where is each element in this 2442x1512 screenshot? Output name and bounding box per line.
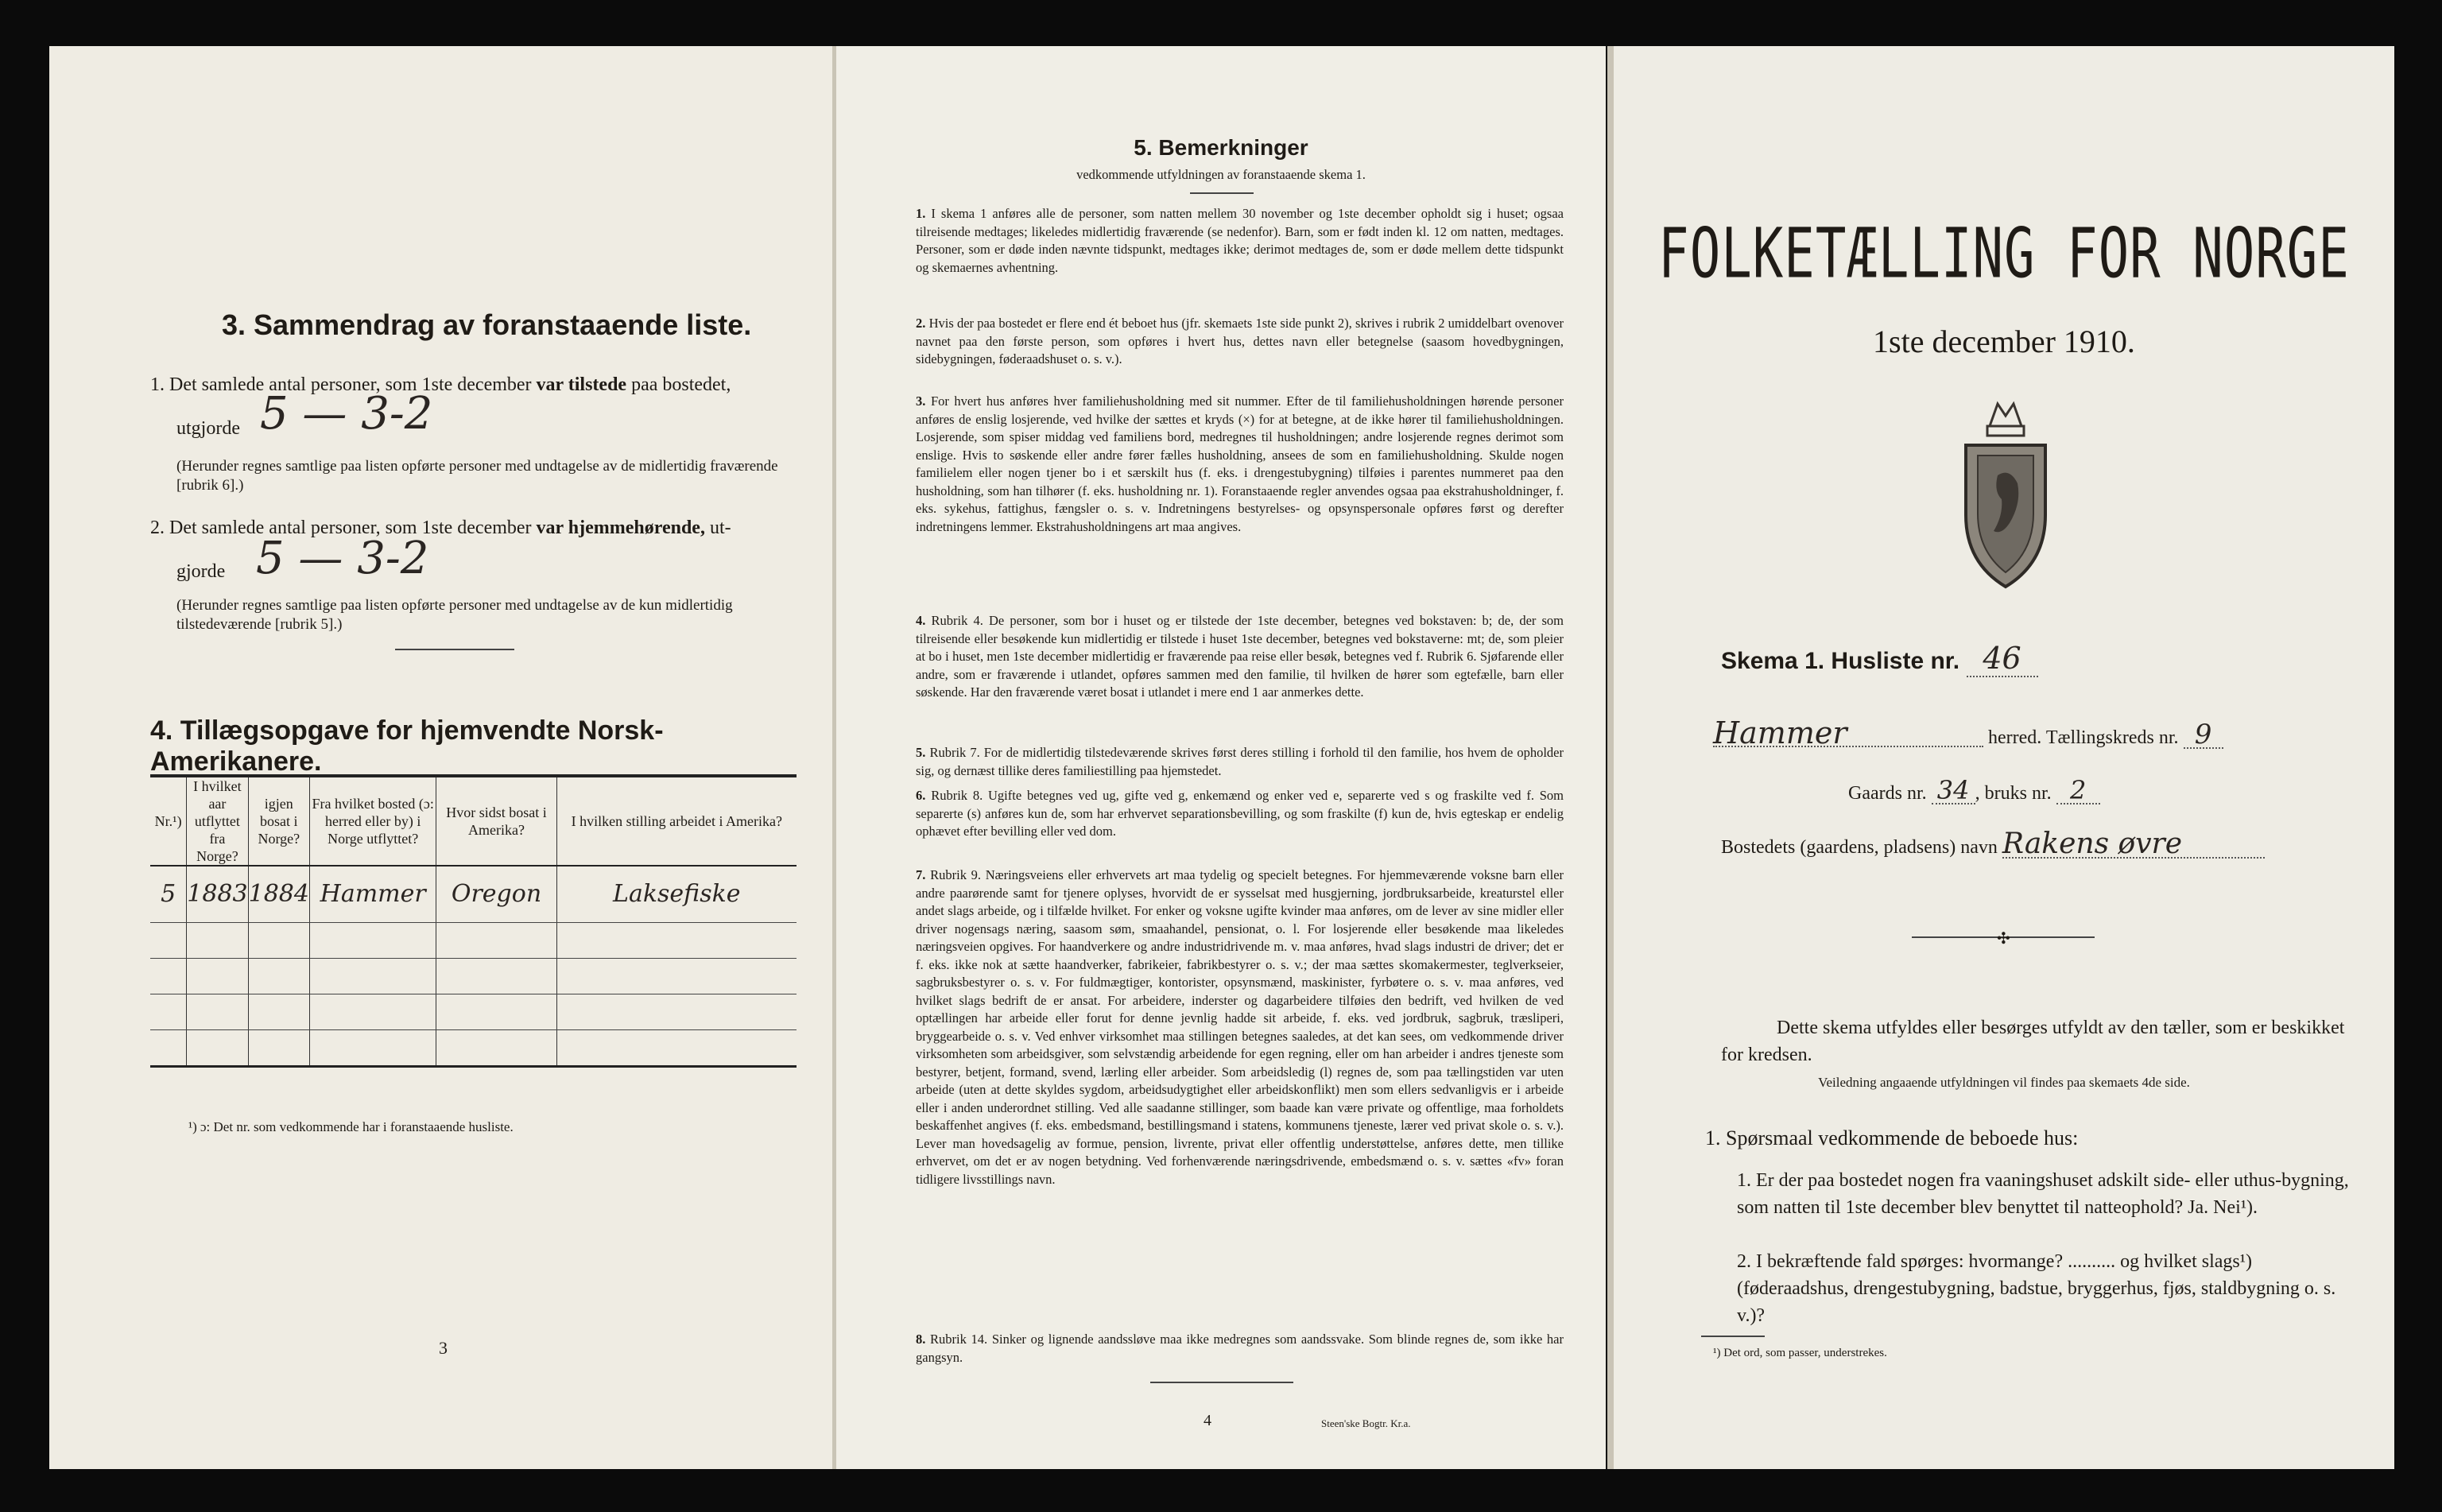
table-cell: Oregon — [436, 866, 556, 923]
item-1-emphasis: var tilstede — [536, 374, 627, 395]
item-2-gjorde-label: gjorde — [176, 561, 226, 582]
header-nr: Nr.¹) — [150, 776, 187, 866]
item-2-number: 2. — [150, 518, 165, 538]
remarks-title: 5. Bemerkninger — [1134, 135, 1308, 160]
table-footnote: ¹) ɔ: Det nr. som vedkommende har i foranstaaende husliste. — [188, 1119, 514, 1134]
summary-item-1 — [150, 372, 802, 397]
header-bosted: Fra hvilket bosted (ɔ: herred eller by) i Norge utflyttet? — [309, 776, 436, 866]
printer-mark: Steen'ske Bogtr. Kr.a. — [1321, 1417, 1411, 1429]
table-row — [150, 923, 797, 959]
table-cell: Laksefiske — [556, 866, 797, 923]
item-2-text: Det samlede antal personer, som 1ste december — [169, 518, 532, 538]
item-2-emphasis: var hjemmehørende, — [536, 518, 705, 538]
remark-6: 6. Rubrik 8. Ugifte betegnes ved ug, gifte ved g, enkemænd og enker ved e, separerte ved s og fraskilte ved f. Som separerte (s) anføres kun de, som har erhvervet separationsbevilling, og som fraskilte (f) kun de, hvis egteskap er endelig ophævet efter bevilling eller ved dom. — [916, 788, 1564, 839]
header-amerika: Hvor sidst bosat i Amerika? — [436, 776, 556, 866]
bruks-nr-field: 2 — [2056, 777, 2100, 804]
bosted-field: Rakens øvre — [2002, 832, 2265, 859]
norsk-amerikanere-table — [150, 774, 797, 1068]
remark-3: 3. For hvert hus anføres hver familiehusholdning med sit nummer. Efter de til familiehusholdningen hørende personer anføres de enslig losjerende, ved hvilke der sættes et kryds (×) for at betegne, at de ikke hører til familiehusholdningen. Losjerende, som spiser middag ved familiens bord, medregnes til husholdningen; andre losjerende regnes derimot som enslige. Hvis to søskende eller andre fører fælles husholdning, ansees de som en familiehusholdning. Skulde nogen familielem eller nogen tjener bo i et særskilt hus (f. eks. i drengestubygning) tilføies i parentes nummeret paa den husholdning, som han tilhører (f. eks. husholdning nr. 1). Foranstaaende regler anvendes ogsaa paa ekstrahusholdninger, f. eks. sykehus, fattighus, fængsler o. s. v. Indretningens bestyrelses- og opsynspersonale opføres først og derefter indretningens lemmer. Ekstrahusholdningens art maa angives. — [916, 394, 1564, 534]
remark-2: 2. Hvis der paa bostedet er flere end ét beboet hus (jfr. skemaets 1ste side punkt 2), skrives i rubrik 2 umiddelbart ovenover navnet paa den første person, som opføres i hvert hus, dettes navn eller betegnelse (saasom hovedbygningen, sidebygningen, føderaadshuset o. s. v.). — [916, 316, 1564, 366]
table-row — [150, 959, 797, 994]
remark-1: 1. I skema 1 anføres alle de personer, som natten mellem 30 november og 1ste december opholdt sig i huset; ogsaa tilreisende medtages; likeledes midlertidig fraværende (se nedenfor). Barn, som er født inden kl. 12 om natten, medtages. Personer, som er døde inden nævnte tidspunkt, medtages ikke; derimot medtages de, som er døde mellem dette tidspunkt og skemaernes avhentning. — [916, 206, 1564, 275]
table-row — [150, 994, 797, 1030]
item-2-value: 5 — 3-2 — [256, 533, 429, 584]
divider — [1701, 1336, 1765, 1337]
census-date: 1ste december 1910. — [1873, 324, 2135, 359]
table-cell: 5 — [150, 866, 187, 923]
item-2-text-end: ut- — [709, 518, 731, 538]
divider — [1150, 1382, 1293, 1383]
page-number: 3 — [439, 1338, 448, 1358]
item-2-note: (Herunder regnes samtlige paa listen opførte personer med undtagelse av de kun midlertidig tilstedeværende [rubrik 5].) — [176, 597, 733, 633]
table-row — [150, 866, 797, 923]
page-number: 4 — [1204, 1412, 1211, 1429]
section-4-title: 4. Tillægsopgave for hjemvendte Norsk-Amerikanere. — [150, 715, 664, 777]
item-1-note: (Herunder regnes samtlige paa listen opførte personer med undtagelse av de midlertidig fraværende [rubrik 6].) — [176, 458, 778, 494]
table-row — [150, 1030, 797, 1067]
header-utflyttet: I hvilket aar utflyttet fra Norge? — [187, 776, 248, 866]
veiledning-text: Veiledning angaaende utfyldningen vil findes paa skemaets 4de side. — [1818, 1075, 2190, 1090]
question-1: 1. Er der paa bostedet nogen fra vaaningshuset adskilt side- eller uthus-bygning, som natten til 1ste december blev benyttet til natteophold? Ja. Nei¹). — [1737, 1170, 2349, 1218]
page-4 — [836, 46, 1606, 1469]
herred-field: Hammer — [1713, 720, 1983, 747]
item-1-utgjorde-label: utgjorde — [176, 418, 240, 439]
husliste-nr-field: 46 — [1967, 641, 2038, 677]
page-1-footnote: ¹) Det ord, som passer, understrekes. — [1713, 1347, 1887, 1359]
questions-heading: 1. Spørsmaal vedkommende de beboede hus: — [1705, 1126, 2079, 1150]
remark-7: 7. Rubrik 9. Næringsveiens eller erhvervets art maa tydelig og specielt betegnes. For hjemmeværende voksne barn eller andre paarørende samt for tjenere oplyses, hvorvidt de er sysselsat med husgjerning, jordbruksarbeide, kreaturstel eller andet slags arbeide, og i tilfælde hvilket. For enker og voksne ugifte kvinder maa anføres, om de lever av sine midler eller driver nogensags næring, saasom søm, smaahandel, pensionat, o. l. For losjerende eller besøkende maa likeledes næringsveien opgives. For haandverkere og andre industridrivende m. v. maa anføres, hvad slags industri de driver; det er f. eks. ikke nok at sætte haandverker, fabrikeier, fabrikbestyrer o. s. v.; der maa sættes skomakermester, teglverkseier, sagbruksbestyrer o. s. v. For fuldmægtiger, kontorister, opsynsmænd, maskinister, fyrbøtere o. s. v. maa anføres, ved hvilket slags bedrift de er ansat. For arbeidere, inderster og dagarbeidere tilføies den bedrift, ved hvilken de ved optællingen har arbeide eller forut for denne jevnlig hadde sit arbeide, f. eks. ved jordbruk, sagbruk, træsliperi, bryggearbeide o. s. v. Ved enhver virksomhet maa stillingen betegnes saaledes, at det kan sees, om vedkommende driver virksomheten som arbeidsgiver, som selvstændig arbeidende for egen regning, eller om han arbeider i andres tjeneste som bestyrer, betjent, formand, svend, lærling eller arbeider. Som arbeidsledig (l) regnes de, som paa tællingstiden var uten arbeide (uten at dette skyldes sygdom, arbeidsudygtighet eller arbeidskonflikt) men som ellers sedvanligvis er i arbeide eller i anden underordnet stilling. Ved alle saadanne stillinger, som baade kan være private og offentlige, maa forholdets beskaffenhet angives (f. eks. embedsmand, bestillingsmand i statens, kommunens tjeneste, lærer ved privat skole o. s. v.). Lever man hovedsagelig av formue, pension, livrente, privat eller offentlig understøttelse, anføres dette, men tillike erhvervet, om det er av nogen betydning. Ved forhenværende næringsdrivende, embedsmænd o. s. v. sættes «fv» foran tidligere livsstillings navn. — [916, 867, 1564, 1187]
item-1-number: 1. — [150, 374, 165, 395]
herred-line: Hammer herred. Tællingskreds nr. 9 — [1713, 720, 2373, 750]
divider — [395, 649, 514, 650]
norway-coat-of-arms-icon — [1954, 396, 2057, 599]
intro-text: Dette skema utfyldes eller besørges utfyldt av den tæller, som er beskikket for kredsen. — [1721, 1018, 2345, 1065]
table-cell: 1883 — [187, 866, 248, 923]
gaards-nr-field: 34 — [1932, 777, 1975, 804]
gaards-line: Gaards nr. 34 , bruks nr. 2 — [1848, 777, 2100, 806]
remarks-subtitle: vedkommende utfyldningen av foranstaaende skema 1. — [1076, 167, 1366, 182]
remark-5: 5. Rubrik 7. For de midlertidig tilstedeværende skrives først deres stilling i forhold til den familie, hos hvem de opholder sig, og dernæst tillike deres familiestilling paa hjemstedet. — [916, 745, 1564, 778]
item-1-text-end: paa bostedet, — [631, 374, 731, 395]
page-3 — [49, 46, 832, 1469]
question-2: 2. I bekræftende fald spørges: hvormange? .......... og hvilket slags¹) (føderaadshus, drengestubygning, badstue, bryggerhus, fjøs, staldbygning o. s. v.)? — [1737, 1251, 2336, 1326]
table-cell: Hammer — [309, 866, 436, 923]
table-cell: 1884 — [248, 866, 309, 923]
census-title: FOLKETÆLLING FOR NORGE — [1658, 215, 2350, 294]
item-1-value: 5 — 3-2 — [260, 388, 433, 440]
header-igjen: igjen bosat i Norge? — [248, 776, 309, 866]
remark-8: 8. Rubrik 14. Sinker og lignende aandssløve maa ikke medregnes som aandssvake. Som blinde regnes de, som ikke har gangsyn. — [916, 1332, 1564, 1365]
remark-4: 4. Rubrik 4. De personer, som bor i huset og er tilstede der 1ste december, betegnes ved bokstaven: b; de, der som tilreisende eller besøkende kun midlertidig er tilstede i huset 1ste december, betegnes ved bokstaverne: mt; de, som pleier at bo i huset, men 1ste december midlertidig er fraværende paa reise eller besøk, betegnes ved f. Rubrik 6. Sjøfarende eller andre, som er fraværende i utlandet, opføres sammen med den familie, til hvilken de hører som egtefælle, barn eller søskende. Har den fraværende været bosat i utlandet i mere end 1 aar anmerkes dette. — [916, 613, 1564, 700]
skema-line: Skema 1. Husliste nr. 46 — [1721, 641, 2038, 677]
section-3-title: 3. Sammendrag av foranstaaende liste. — [222, 308, 752, 341]
summary-item-2 — [150, 515, 802, 541]
page-1 — [1614, 46, 2394, 1469]
bosted-line: Bostedets (gaardens, pladsens) navn Rakens øvre — [1721, 832, 2381, 860]
header-stilling: I hvilken stilling arbeidet i Amerika? — [556, 776, 797, 866]
item-1-text: Det samlede antal personer, som 1ste december — [169, 374, 532, 395]
ornament-icon: ✣ — [1997, 930, 2010, 948]
divider — [1190, 192, 1254, 194]
kreds-field: 9 — [2184, 722, 2223, 749]
